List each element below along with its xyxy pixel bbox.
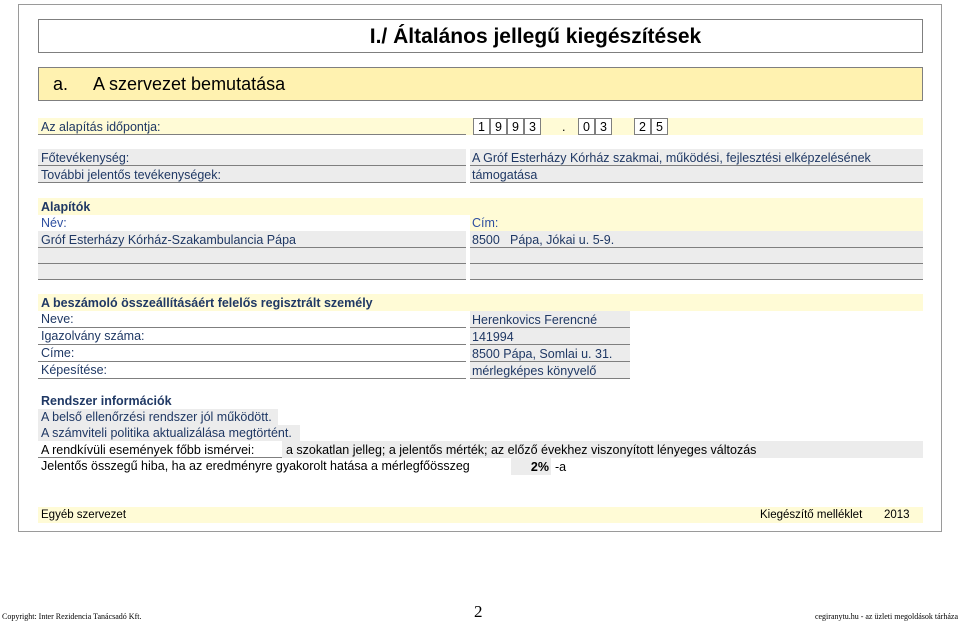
system-line-1: A belső ellenőrzési rendszer jól működött. bbox=[41, 410, 272, 424]
day-digit-1: 2 bbox=[634, 118, 651, 135]
founder-empty-row-4 bbox=[470, 264, 923, 280]
footer-bar bbox=[38, 507, 923, 523]
responsible-name: Herenkovics Ferencné bbox=[472, 313, 598, 327]
founder-empty-row-1 bbox=[38, 248, 466, 264]
founder-name-label: Név: bbox=[41, 216, 67, 230]
founder-zip: 8500 bbox=[472, 233, 500, 247]
year-digit-2: 9 bbox=[490, 118, 507, 135]
footer-org-type: Egyéb szervezet bbox=[41, 509, 127, 521]
responsible-address: 8500 Pápa, Somlai u. 31. bbox=[472, 347, 613, 361]
year-digit-3: 9 bbox=[507, 118, 524, 135]
responsible-qual-label: Képesítése: bbox=[41, 363, 108, 377]
month-digit-2: 3 bbox=[595, 118, 612, 135]
founder-address-label: Cím: bbox=[472, 216, 499, 230]
responsible-address-label: Címe: bbox=[41, 346, 75, 360]
month-digit-1: 0 bbox=[578, 118, 595, 135]
error-pct: 2% bbox=[530, 460, 549, 474]
error-threshold-label: Jelentős összegű hiba, ha az eredményre gyakorolt hatása a mérlegfőösszeg bbox=[41, 459, 470, 473]
resp-divider-4 bbox=[38, 378, 466, 379]
responsible-heading: A beszámoló összeállításáért felelős regisztrált személy bbox=[41, 296, 373, 310]
error-suffix: -a bbox=[555, 460, 567, 474]
activity-value-line-1: A Gróf Esterházy Kórház szakmai, működési, fejlesztési elképzelésének bbox=[472, 151, 871, 165]
responsible-qual: mérlegképes könyvelő bbox=[472, 364, 597, 378]
footer-doc-type: Kiegészítő melléklet bbox=[760, 509, 863, 521]
resp-divider-4b bbox=[470, 378, 630, 379]
founders-heading-row bbox=[38, 198, 923, 215]
activity-divider-2 bbox=[38, 182, 466, 183]
year-digit-4: 3 bbox=[524, 118, 541, 135]
day-digit-2: 5 bbox=[651, 118, 668, 135]
system-line-2: A számviteli politika aktualizálása megtörtént. bbox=[41, 426, 292, 440]
founding-underline bbox=[38, 134, 466, 135]
founders-heading: Alapítók bbox=[41, 200, 91, 214]
founder-divider-5 bbox=[38, 279, 466, 280]
responsible-name-label: Neve: bbox=[41, 312, 74, 326]
system-heading: Rendszer információk bbox=[41, 394, 172, 408]
activity-divider-3 bbox=[470, 165, 923, 166]
founder-name: Gróf Esterházy Kórház-Szakambulancia Pápa bbox=[41, 233, 296, 247]
founding-label: Az alapítás időpontja: bbox=[41, 120, 161, 134]
year-digit-1: 1 bbox=[473, 118, 490, 135]
copyright-text: Copyright: Inter Rezidencia Tanácsadó Kft. bbox=[2, 612, 142, 621]
founder-divider-6 bbox=[470, 279, 923, 280]
other-activity-label: További jelentős tevékenységek: bbox=[41, 168, 221, 182]
date-separator: . bbox=[562, 120, 566, 134]
main-activity-label: Főtevékenység: bbox=[41, 151, 130, 165]
section-title: A szervezet bemutatása bbox=[93, 74, 286, 94]
activity-value-bg-2 bbox=[470, 166, 923, 183]
responsible-id-label: Igazolvány száma: bbox=[41, 329, 145, 343]
site-link[interactable]: cegiranytu.hu - az üzleti megoldások tárháza bbox=[814, 612, 958, 621]
activity-value-line-2: támogatása bbox=[472, 168, 538, 182]
page-number: 2 bbox=[474, 602, 483, 621]
extra-events-label: A rendkívüli események főbb ismérvei: bbox=[41, 443, 255, 457]
extra-events-value: a szokatlan jelleg; a jelentős mérték; az előző évekhez viszonyított lényeges változás bbox=[286, 443, 757, 457]
responsible-id: 141994 bbox=[472, 330, 514, 344]
founder-empty-row-2 bbox=[470, 248, 923, 264]
founder-empty-row-3 bbox=[38, 264, 466, 280]
section-header bbox=[38, 67, 923, 101]
page-title: I./ Általános jellegű kiegészítések bbox=[38, 19, 923, 53]
resp-divider-2 bbox=[38, 344, 466, 345]
footer-year: 2013 bbox=[884, 509, 910, 521]
founder-address: Pápa, Jókai u. 5-9. bbox=[510, 233, 615, 247]
activity-divider-4 bbox=[470, 182, 923, 183]
section-letter: a. bbox=[53, 74, 69, 94]
founder-address-label-bg bbox=[470, 215, 923, 231]
activity-divider bbox=[38, 165, 466, 166]
